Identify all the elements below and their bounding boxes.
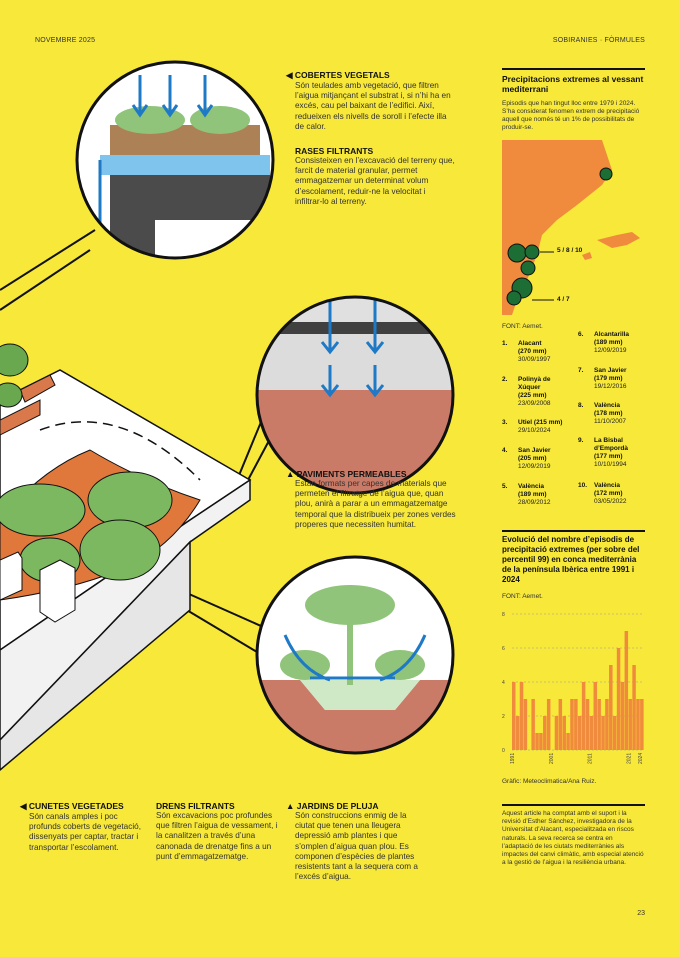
y-tick-label: 6 [502,646,505,652]
green-roofs-text: Són teulades amb vegetació, que filtren l’aigua mitjançant el substrat i, si n’hi ha en excés, cau pel baixant de l’edifici. Així, redueixen els nivells de soroll i l’efecte illa de calor. [295,81,451,131]
filter-drains-title: DRENS FILTRANTS [156,801,235,811]
bar-2018 [617,648,620,750]
map-label-valencia: 5 / 8 / 10 [557,247,583,254]
bar-2015 [605,699,608,750]
rank-date: 10/10/1994 [594,461,627,468]
filter-trenches-text: Consisteixen en l’excavació del terreny que, farcit de material granular, permet emmagatzemar un determinat volum d’escolament, reduir-ne la velocitat i infiltrar-lo al terreny. [295,156,455,206]
vegetated-swales-block [20,801,142,853]
map-source: FONT: Aemet. [502,323,543,330]
green-roofs-title-text: COBERTES VEGETALS [294,70,390,80]
permeable-pavements-title [286,469,456,479]
filter-trenches-block [295,146,455,207]
ranking-item [578,402,645,426]
rank-place: Utiel [518,419,533,426]
chart-bars [512,631,644,750]
rank-date: 03/05/2022 [594,498,627,505]
rank-date: 11/10/2007 [594,418,627,425]
bar-1991 [512,682,515,750]
bar-2016 [609,665,612,750]
rank-number: 5. [502,483,508,490]
rank-place: San Javier [518,447,551,454]
rain-gardens-block [286,801,426,882]
permeable-pavements-block [286,469,456,530]
bar-2023 [636,699,639,750]
permeable-pavements-text: Estan formats per capes de materials que permeten el filtratge de l’aigua que, quan plou, anirà a parar a un emmagatzematge temporal que la distribueix per zones verdes properes que necessiten humitat. [295,479,456,529]
bar-2000 [547,699,550,750]
bar-1993 [520,682,523,750]
ranking-list [502,331,645,511]
bar-1992 [516,716,519,750]
bar-2010 [586,699,589,750]
rank-place: Alacant [518,340,542,347]
rank-place: Polinyà de Xúquer [518,376,551,391]
ranking-item [502,483,572,507]
rank-number: 2. [502,376,508,383]
rank-mm: (270 mm) [518,348,547,355]
rank-mm: (172 mm) [594,490,623,497]
arrow-left-icon: ◀ [286,70,293,80]
filter-drains-text: Són excavacions poc profundes que filtren l’aigua de vessament, i la canalitzen a través d’una canonada de drenatge fins a un punt d’emmagatzematge. [156,811,278,861]
x-tick-label: 2021 [626,752,633,764]
rank-date: 12/09/2019 [594,347,627,354]
filter-trenches-title: RASES FILTRANTS [295,146,374,156]
map-section [502,74,645,132]
vegetated-swales-title-text: CUNETES VEGETADES [28,801,124,811]
rank-number: 1. [502,340,508,347]
map-title: Precipitacions extremes al vessant mediterrani [502,74,644,94]
rank-place: San Javier [594,367,627,374]
chart-credit: Gràfic: Meteoclimatica/Ana Ruiz. [502,778,597,785]
bar-2011 [590,716,593,750]
rank-mm: (179 mm) [594,375,623,382]
bar-2022 [632,665,635,750]
green-roofs-title [286,70,456,81]
ranking-item [502,419,578,435]
ranking-item [502,376,572,408]
chart-title: Evolució del nombre d’episodis de precipitació extremes (per sobre del percentil 99) en conca mediterrània de la península Ibèrica entre 1991 i 2024 [502,535,640,584]
rain-gardens-title-text: JARDINS DE PLUJA [296,801,379,811]
rank-mm: (178 mm) [594,410,623,417]
bar-2017 [613,716,616,750]
bar-2020 [625,631,628,750]
author-note: Aquest article ha comptat amb el suport i la revisió d’Esther Sánchez, investigadora de la Universitat d’Alacant, especialitzada en riscos naturals. La seva recerca se centra en l’adaptació de les ciutats mediterrànies als impactes del canvi climàtic, amb especial atenció a la gestió de l’aigua i la resiliència urbana. [502,810,644,867]
bar-1998 [539,733,542,750]
rank-date: 19/12/2016 [594,383,627,390]
rank-number: 3. [502,419,508,426]
bar-1997 [535,733,538,750]
arrow-up-icon: ▲ [286,801,295,811]
bar-2005 [566,733,569,750]
rank-number: 7. [578,367,584,374]
rain-gardens-title [286,801,426,811]
bar-2013 [597,699,600,750]
map-intro: Episodis que han tingut lloc entre 1979 i 2024. S’ha considerat fenomen extrem de precipitació aquell que només té un 1% de possibilitats de produir-se. [502,100,640,131]
x-tick-label: 2001 [548,752,555,764]
page-number: 23 [637,910,645,917]
chart-x-labels [510,753,644,764]
rain-gardens-text: Són construccions enmig de la ciutat que tenen una lleugera depressió amb plantes i que s’omplen d’aigua quan plou. Es componen d’espècies de plantes resistents tant a la sequera com a l’excés d’aigua. [295,811,418,882]
bar-2009 [582,682,585,750]
rank-mm: (215 mm) [533,419,563,426]
map-label-murcia: 4 / 7 [557,296,570,303]
bar-2003 [559,699,562,750]
bar-2006 [570,699,573,750]
rank-place: Alcantarilla [594,331,630,338]
bar-2004 [562,716,565,750]
bar-2008 [578,716,581,750]
rank-mm: (189 mm) [594,339,623,346]
chart-y-labels [502,612,505,754]
ranking-item [578,482,645,506]
rank-number: 6. [578,331,584,338]
note-top-rule [502,804,645,806]
rank-number: 10. [578,482,588,489]
rank-place: La Bisbal d’Empordà [594,437,628,452]
rank-number: 9. [578,437,584,444]
rank-place: València [594,402,621,409]
ranking-item [502,340,572,364]
arrow-up-icon: ▲ [286,469,295,479]
issue-date: NOVEMBRE 2025 [35,37,96,44]
y-tick-label: 2 [502,714,505,720]
bar-2012 [594,682,597,750]
sidebar-top-rule [502,68,645,70]
rank-mm: (205 mm) [518,455,547,462]
y-tick-label: 0 [502,748,505,754]
green-roofs-block [286,70,456,132]
rank-place: València [518,483,545,490]
rank-mm: (177 mm) [594,453,623,460]
x-tick-label: 1991 [509,752,516,764]
chart-top-rule [502,530,645,532]
arrow-left-icon: ◀ [20,801,27,811]
rank-mm: (225 mm) [518,392,547,399]
ranking-item [502,447,572,471]
section-label: SOBIRANIES · FÒRMULES [552,37,645,44]
rank-number: 8. [578,402,584,409]
bar-2024 [640,699,643,750]
rank-date: 23/09/2008 [518,400,551,407]
ranking-item [578,437,645,469]
rank-date: 29/10/2024 [518,427,551,434]
y-tick-label: 4 [502,680,505,686]
filter-drains-block [156,801,278,862]
bar-2007 [574,699,577,750]
bar-2019 [621,682,624,750]
bar-1999 [543,716,546,750]
precipitation-map [502,140,645,315]
permeable-pavements-title-text: PAVIMENTS PERMEABLES [296,469,407,479]
rank-date: 12/09/2019 [518,463,551,470]
bar-2014 [601,716,604,750]
ranking-item [578,367,645,391]
y-tick-label: 8 [502,612,505,618]
chart-source: FONT: Aemet. [502,593,543,600]
bar-2002 [555,716,558,750]
rank-date: 28/09/2012 [518,499,551,506]
ranking-item [578,331,645,355]
x-tick-label: 2024 [638,752,645,764]
x-tick-label: 2011 [587,753,594,764]
rank-place: València [594,482,621,489]
rank-mm: (189 mm) [518,491,547,498]
bar-2021 [628,699,631,750]
bar-1994 [524,699,527,750]
bar-1996 [531,699,534,750]
vegetated-swales-title [20,801,142,812]
rank-date: 30/09/1997 [518,356,551,363]
vegetated-swales-text: Són canals amples i poc profunds coberts de vegetació, dissenyats per captar, tractar i transportar l’escolament. [29,812,141,852]
rank-number: 4. [502,447,508,454]
episodes-bar-chart [500,608,646,768]
